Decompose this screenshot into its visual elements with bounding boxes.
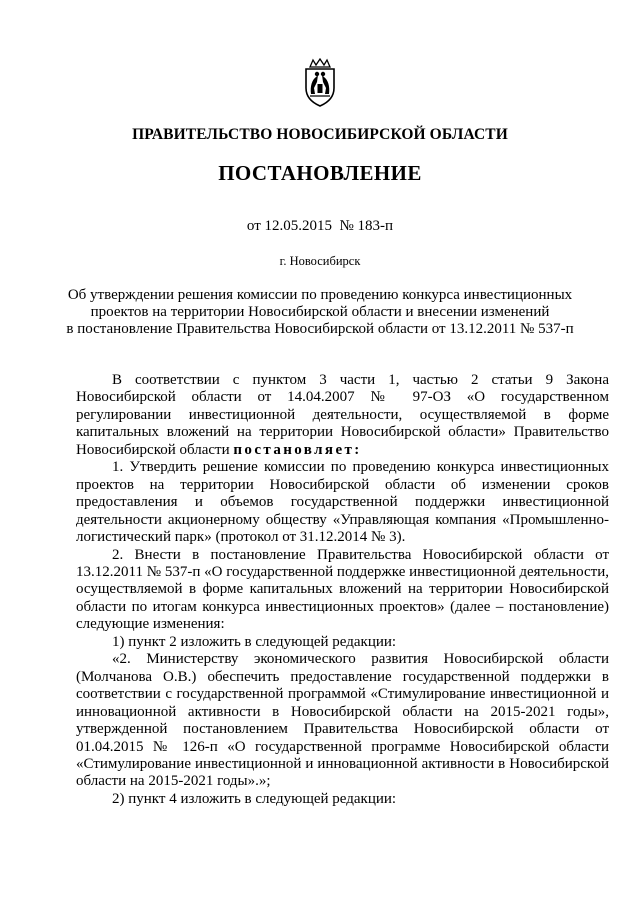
novosibirsk-coat-of-arms-icon bbox=[301, 58, 339, 108]
document-body bbox=[76, 372, 609, 808]
paragraph-5: 2) пункт 4 изложить в следующей редакции: bbox=[112, 790, 397, 807]
document-type-title: ПОСТАНОВЛЕНИЕ bbox=[218, 161, 422, 185]
subject-line: проектов на территории Новосибирской области и внесении изменений bbox=[90, 303, 550, 320]
decree-word: постановляет bbox=[233, 441, 355, 458]
paragraph-4: «2. Министерству экономического развития Новосибирской области (Молчанова О.В.) обеспечить предоставление государственной поддержки в соответствии с государственной программой «Стимулирование инвестиционной и инновационной активности в Новосибирской области на 2015-2021 годы», утвержденной постановлением Правительства Новосибирской области от 01.04.2015 № 126-п «О государственной программе Новосибирской области «Стимулирование инвестиционной и инновационной активности в Новосибирской области на 2015-2021 годы».»; bbox=[76, 651, 609, 790]
document-city: г. Новосибирск bbox=[279, 254, 361, 268]
paragraph-1: 1. Утвердить решение комиссии по проведению конкурса инвестиционных проектов на территории Новосибирской области об изменении сроков предоставления и объемов государственной поддержки инвестиционной деятельности акционерному обществу «Управляющая компания «Промышленно-логистический парк» (протокол от 31.12.2014 № 3). bbox=[76, 459, 609, 546]
preamble-paragraph bbox=[76, 372, 609, 459]
preamble-text: В соответствии с пунктом 3 части 1, частью 2 статьи 9 Закона Новосибирской области от 14.04.2007 № 97-ОЗ «О государственном регулировании инвестиционной деятельности, осуществляемой в форме капитальных вложений на территории Новосибирской области» Правительство Новосибирской области bbox=[76, 372, 609, 458]
organization-name: ПРАВИТЕЛЬСТВО НОВОСИБИРСКОЙ ОБЛАСТИ bbox=[132, 126, 508, 143]
document-subject bbox=[0, 287, 640, 337]
paragraph-3: 1) пункт 2 изложить в следующей редакции: bbox=[112, 633, 397, 650]
document-date-number: от 12.05.2015 № 183-п bbox=[246, 218, 394, 234]
subject-line: в постановление Правительства Новосибирской области от 13.12.2011 № 537-п bbox=[66, 320, 574, 337]
paragraph-2: 2. Внести в постановление Правительства Новосибирской области от 13.12.2011 № 537-п «О государственной поддержке инвестиционной деятельности, осуществляемой в форме капитальных вложений на территории Новосибирской области по итогам конкурса инвестиционных проектов» (далее – постановление) следующие изменения: bbox=[76, 546, 609, 633]
subject-line: Об утверждении решения комиссии по проведению конкурса инвестиционных bbox=[67, 287, 573, 303]
decree-colon: : bbox=[354, 441, 362, 458]
